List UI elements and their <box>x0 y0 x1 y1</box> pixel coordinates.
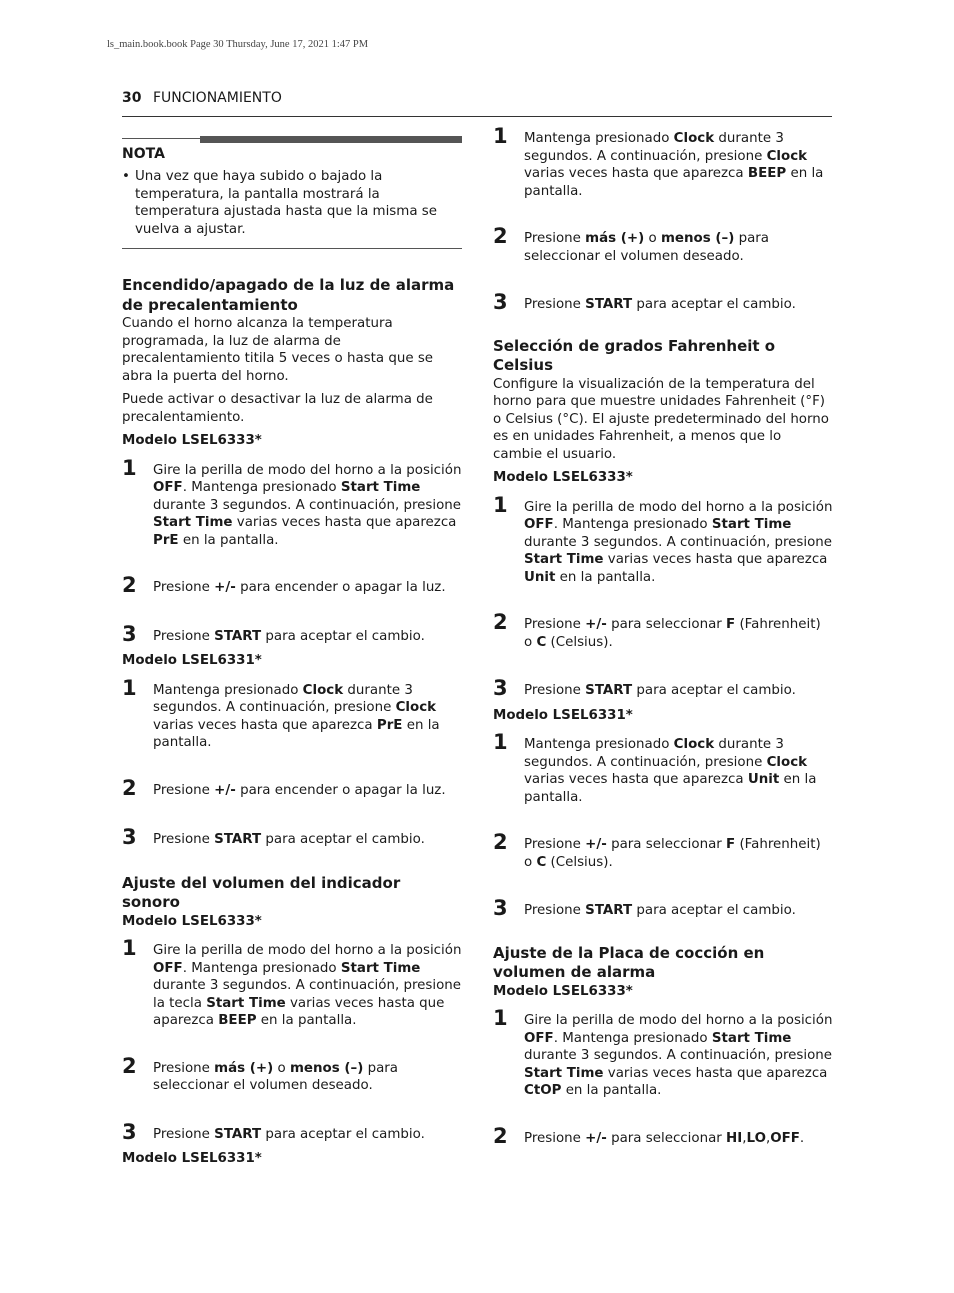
step-text: Presione START para aceptar el cambio. <box>524 903 796 918</box>
step-text: Presione +/- para seleccionar F (Fahrenheit) o C (Celsius). <box>524 617 821 650</box>
preheat-model-a: Modelo LSEL6333* <box>122 433 262 448</box>
cooktop-a-step-2: 2 Presione +/- para seleccionar HI,LO,OFF. <box>493 1130 833 1148</box>
cooktop-model-a: Modelo LSEL6333* <box>493 983 633 999</box>
step-text: Gire la perilla de modo del horno a la posición OFF. Mantenga presionado Start Time durante 3 segundos. A continuación, presione Start Time varias veces hasta que aparezca PrE en la pantalla. <box>153 462 462 548</box>
note-box <box>122 138 462 249</box>
step-text: Mantenga presionado Clock durante 3 segundos. A continuación, presione Clock varias veces hasta que aparezca PrE en la pantalla. <box>153 682 440 750</box>
preheat-b-step-3: 3 Presione START para aceptar el cambio. <box>122 831 462 849</box>
volume-b-step-3: 3 Presione START para aceptar el cambio. <box>493 296 833 314</box>
page-number: 30 <box>122 90 142 106</box>
preheat-title: Encendido/apagado de la luz de alarma de precalentamiento <box>122 276 455 314</box>
step-text: Presione +/- para encender o apagar la luz. <box>153 580 446 595</box>
volume-title: Ajuste del volumen del indicador sonoro <box>122 873 401 911</box>
volume-b-step-1: 1 Mantenga presionado Clock durante 3 segundos. A continuación, presione Clock varias veces hasta que aparezca BEEP en la pantalla. <box>493 130 833 200</box>
step-text: Presione START para aceptar el cambio. <box>524 297 796 312</box>
book-metadata: ls_main.book.book Page 30 Thursday, June 17, 2021 1:47 PM <box>107 39 369 50</box>
preheat-a-step-2: 2 Presione +/- para encender o apagar la luz. <box>122 579 462 597</box>
note-rule <box>122 138 200 139</box>
step-text: Gire la perilla de modo del horno a la posición OFF. Mantenga presionado Start Time durante 3 segundos. A continuación, presione Start Time varias veces hasta que aparezca CtOP en la pantalla. <box>524 1013 833 1098</box>
left-column <box>122 130 462 1180</box>
volume-model-a: Modelo LSEL6333* <box>122 913 262 929</box>
step-text: Presione START para aceptar el cambio. <box>153 628 425 644</box>
step-text: Presione +/- para encender o apagar la luz. <box>153 782 446 798</box>
step-text: Presione START para aceptar el cambio. <box>524 683 796 698</box>
volume-model-b: Modelo LSEL6331* <box>122 1151 262 1166</box>
units-model-b: Modelo LSEL6331* <box>493 707 633 723</box>
note-title: NOTA <box>122 146 165 162</box>
step-text: Presione más (+) o menos (–) para seleccionar el volumen deseado. <box>153 1060 399 1093</box>
units-paragraph: Configure la visualización de la temperatura del horno para que muestre unidades Fahrenheit (°F) o Celsius (°C). El ajuste predeterminado del horno es en unidades Fahrenheit, a menos que lo cambie el usuario. <box>493 376 829 462</box>
cooktop-a-step-1: 1 Gire la perilla de modo del horno a la posición OFF. Mantenga presionado Start Time durante 3 segundos. A continuación, presione Start Time varias veces hasta que aparezca CtOP en la pantalla. <box>493 1006 833 1098</box>
volume-b-step-2: 2 Presione más (+) o menos (–) para seleccionar el volumen deseado. <box>493 230 833 265</box>
units-a-step-2: 2 Presione +/- para seleccionar F (Fahrenheit) o C (Celsius). <box>493 616 833 651</box>
bullet-icon: • <box>122 169 130 184</box>
step-text: Gire la perilla de modo del horno a la posición OFF. Mantenga presionado Start Time durante 3 segundos. A continuación, presione la tecla Start Time varias veces hasta que aparezca BEEP en la pantalla. <box>153 943 462 1028</box>
step-text: Gire la perilla de modo del horno a la posición OFF. Mantenga presionado Start Time durante 3 segundos. A continuación, presione Start Time varias veces hasta que aparezca Unit en la pantalla. <box>524 499 833 585</box>
note-item <box>122 168 462 238</box>
note-bar <box>200 136 462 143</box>
units-a-step-1: 1 Gire la perilla de modo del horno a la posición OFF. Mantenga presionado Start Time durante 3 segundos. A continuación, presione Start Time varias veces hasta que aparezca Unit en la pantalla. <box>493 492 833 585</box>
note-text: Una vez que haya subido o bajado la temperatura, la pantalla mostrará la temperatura ajustada hasta que la misma se vuelva a ajustar. <box>135 169 438 237</box>
volume-a-step-2: 2 Presione más (+) o menos (–) para seleccionar el volumen deseado. <box>122 1060 462 1095</box>
volume-a-step-1: 1 Gire la perilla de modo del horno a la posición OFF. Mantenga presionado Start Time durante 3 segundos. A continuación, presione la tecla Start Time varias veces hasta que aparezca BEEP en la pantalla. <box>122 936 462 1028</box>
step-text: Presione +/- para seleccionar F (Fahrenheit) o C (Celsius). <box>524 837 821 870</box>
step-text: Presione más (+) o menos (–) para seleccionar el volumen deseado. <box>524 231 770 264</box>
section-heading: FUNCIONAMIENTO <box>153 90 282 106</box>
step-text: Presione START para aceptar el cambio. <box>153 1126 425 1142</box>
preheat-b-step-2: 2 Presione +/- para encender o apagar la luz. <box>122 782 462 800</box>
cooktop-title: Ajuste de la Placa de cocción en volumen de alarma <box>493 943 765 981</box>
units-b-step-1: 1 Mantenga presionado Clock durante 3 segundos. A continuación, presione Clock varias veces hasta que aparezca Unit en la pantalla. <box>493 736 833 806</box>
preheat-paragraph-2: Puede activar o desactivar la luz de alarma de precalentamiento. <box>122 392 433 425</box>
step-text: Presione START para aceptar el cambio. <box>153 832 425 847</box>
step-text: Mantenga presionado Clock durante 3 segundos. A continuación, presione Clock varias veces hasta que aparezca Unit en la pantalla. <box>524 737 817 805</box>
units-model-a: Modelo LSEL6333* <box>493 470 633 485</box>
units-a-step-3: 3 Presione START para aceptar el cambio. <box>493 682 833 700</box>
right-column <box>493 124 833 1148</box>
preheat-a-step-1: 1 Gire la perilla de modo del horno a la posición OFF. Mantenga presionado Start Time durante 3 segundos. A continuación, presione Start Time varias veces hasta que aparezca PrE en la pantalla. <box>122 455 462 548</box>
step-text: Presione +/- para seleccionar HI,LO,OFF. <box>524 1130 805 1146</box>
step-text: Mantenga presionado Clock durante 3 segundos. A continuación, presione Clock varias veces hasta que aparezca BEEP en la pantalla. <box>524 131 824 199</box>
preheat-paragraph-1: Cuando el horno alcanza la temperatura programada, la luz de alarma de precalentamiento titila 5 veces o hasta que se abra la puerta del horno. <box>122 316 434 384</box>
preheat-a-step-3: 3 Presione START para aceptar el cambio. <box>122 628 462 646</box>
preheat-model-b: Modelo LSEL6331* <box>122 653 262 668</box>
page-header <box>122 90 832 117</box>
units-b-step-2: 2 Presione +/- para seleccionar F (Fahrenheit) o C (Celsius). <box>493 836 833 871</box>
units-b-step-3: 3 Presione START para aceptar el cambio. <box>493 902 833 920</box>
preheat-b-step-1: 1 Mantenga presionado Clock durante 3 segundos. A continuación, presione Clock varias veces hasta que aparezca PrE en la pantalla. <box>122 682 462 752</box>
units-title: Selección de grados Fahrenheit o Celsius <box>493 336 776 374</box>
volume-a-step-3: 3 Presione START para aceptar el cambio. <box>122 1126 462 1144</box>
